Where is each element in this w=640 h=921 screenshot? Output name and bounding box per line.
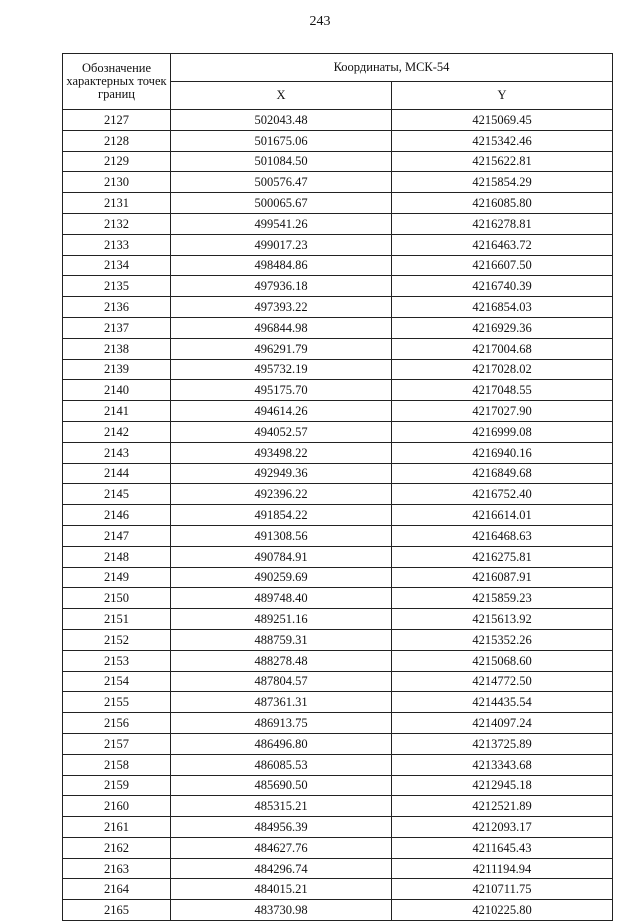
y-coordinate-cell: 4216849.68 [392,463,613,484]
table-row [63,546,613,567]
y-coordinate-cell: 4217027.90 [392,401,613,422]
point-cell: 2154 [63,671,171,692]
point-cell: 2152 [63,629,171,650]
y-coordinate-cell: 4211194.94 [392,858,613,879]
table-row [63,255,613,276]
y-coordinate-cell: 4211645.43 [392,837,613,858]
y-coordinate-cell: 4216854.03 [392,297,613,318]
y-coordinate-cell: 4216278.81 [392,213,613,234]
point-cell: 2131 [63,193,171,214]
x-coordinate-cell: 495175.70 [171,380,392,401]
table-row [63,733,613,754]
point-cell: 2142 [63,421,171,442]
y-coordinate-cell: 4212521.89 [392,796,613,817]
x-coordinate-cell: 489251.16 [171,609,392,630]
y-coordinate-cell: 4217028.02 [392,359,613,380]
coordinates-group-header: Координаты, МСК-54 [171,54,613,82]
x-coordinate-cell: 485690.50 [171,775,392,796]
y-coordinate-cell: 4215622.81 [392,151,613,172]
x-coordinate-cell: 486913.75 [171,713,392,734]
point-cell: 2127 [63,110,171,131]
x-coordinate-cell: 502043.48 [171,110,392,131]
point-cell: 2133 [63,234,171,255]
y-coordinate-cell: 4215342.46 [392,130,613,151]
table-body [63,110,613,921]
point-cell: 2155 [63,692,171,713]
y-coordinate-cell: 4215352.26 [392,629,613,650]
x-coordinate-cell: 495732.19 [171,359,392,380]
x-coordinate-cell: 486085.53 [171,754,392,775]
y-coordinate-cell: 4212093.17 [392,817,613,838]
table-row [63,193,613,214]
table-row [63,359,613,380]
y-coordinate-cell: 4214435.54 [392,692,613,713]
table-row [63,442,613,463]
table-row [63,401,613,422]
y-coordinate-cell: 4216463.72 [392,234,613,255]
y-column-header: Y [392,82,613,110]
x-column-header: X [171,82,392,110]
table-row [63,588,613,609]
table-row [63,338,613,359]
x-coordinate-cell: 484627.76 [171,837,392,858]
point-cell: 2138 [63,338,171,359]
x-coordinate-cell: 487804.57 [171,671,392,692]
y-coordinate-cell: 4212945.18 [392,775,613,796]
y-coordinate-cell: 4213343.68 [392,754,613,775]
y-coordinate-cell: 4210225.80 [392,900,613,921]
x-coordinate-cell: 492949.36 [171,463,392,484]
point-cell: 2160 [63,796,171,817]
x-coordinate-cell: 483730.98 [171,900,392,921]
y-coordinate-cell: 4215859.23 [392,588,613,609]
point-cell: 2162 [63,837,171,858]
y-coordinate-cell: 4216085.80 [392,193,613,214]
y-coordinate-cell: 4216614.01 [392,505,613,526]
point-cell: 2146 [63,505,171,526]
x-coordinate-cell: 492396.22 [171,484,392,505]
y-coordinate-cell: 4216275.81 [392,546,613,567]
table-row [63,754,613,775]
x-coordinate-cell: 501675.06 [171,130,392,151]
table-row [63,380,613,401]
point-cell: 2130 [63,172,171,193]
y-coordinate-cell: 4216752.40 [392,484,613,505]
point-cell: 2165 [63,900,171,921]
point-cell: 2136 [63,297,171,318]
coordinates-table [62,53,613,921]
point-cell: 2139 [63,359,171,380]
point-cell: 2150 [63,588,171,609]
point-cell: 2156 [63,713,171,734]
table-row [63,671,613,692]
x-coordinate-cell: 490259.69 [171,567,392,588]
x-coordinate-cell: 500065.67 [171,193,392,214]
point-cell: 2134 [63,255,171,276]
table-row [63,879,613,900]
x-coordinate-cell: 501084.50 [171,151,392,172]
y-coordinate-cell: 4216087.91 [392,567,613,588]
table-row [63,421,613,442]
table-row [63,775,613,796]
table-header [63,54,613,110]
page-number: 243 [309,14,331,29]
table-row [63,213,613,234]
point-cell: 2147 [63,525,171,546]
x-coordinate-cell: 494614.26 [171,401,392,422]
point-cell: 2135 [63,276,171,297]
table-row [63,463,613,484]
point-cell: 2137 [63,317,171,338]
y-coordinate-cell: 4215613.92 [392,609,613,630]
point-cell: 2140 [63,380,171,401]
table-row [63,796,613,817]
table-row [63,900,613,921]
point-cell: 2148 [63,546,171,567]
x-coordinate-cell: 484956.39 [171,817,392,838]
y-coordinate-cell: 4215069.45 [392,110,613,131]
point-cell: 2145 [63,484,171,505]
y-coordinate-cell: 4214772.50 [392,671,613,692]
point-cell: 2161 [63,817,171,838]
x-coordinate-cell: 497936.18 [171,276,392,297]
table-row [63,317,613,338]
table-row [63,567,613,588]
table-row [63,484,613,505]
table-row [63,110,613,131]
point-cell: 2141 [63,401,171,422]
table-row [63,234,613,255]
x-coordinate-cell: 496291.79 [171,338,392,359]
table-row [63,858,613,879]
x-coordinate-cell: 487361.31 [171,692,392,713]
y-coordinate-cell: 4215068.60 [392,650,613,671]
point-cell: 2144 [63,463,171,484]
table-row [63,650,613,671]
point-cell: 2143 [63,442,171,463]
table-row [63,276,613,297]
table-row [63,629,613,650]
point-cell: 2159 [63,775,171,796]
table-row [63,525,613,546]
x-coordinate-cell: 485315.21 [171,796,392,817]
x-coordinate-cell: 500576.47 [171,172,392,193]
table-row [63,837,613,858]
y-coordinate-cell: 4216468.63 [392,525,613,546]
y-coordinate-cell: 4216607.50 [392,255,613,276]
table-row [63,297,613,318]
point-cell: 2149 [63,567,171,588]
point-cell: 2163 [63,858,171,879]
x-coordinate-cell: 490784.91 [171,546,392,567]
point-cell: 2132 [63,213,171,234]
point-cell: 2153 [63,650,171,671]
y-coordinate-cell: 4215854.29 [392,172,613,193]
table-row [63,713,613,734]
point-cell: 2157 [63,733,171,754]
point-cell: 2158 [63,754,171,775]
x-coordinate-cell: 498484.86 [171,255,392,276]
x-coordinate-cell: 493498.22 [171,442,392,463]
x-coordinate-cell: 491308.56 [171,525,392,546]
x-coordinate-cell: 484296.74 [171,858,392,879]
x-coordinate-cell: 499017.23 [171,234,392,255]
table-row [63,172,613,193]
y-coordinate-cell: 4216999.08 [392,421,613,442]
point-cell: 2164 [63,879,171,900]
x-coordinate-cell: 497393.22 [171,297,392,318]
table-row [63,505,613,526]
x-coordinate-cell: 484015.21 [171,879,392,900]
x-coordinate-cell: 491854.22 [171,505,392,526]
table-row [63,692,613,713]
table-row [63,609,613,630]
x-coordinate-cell: 494052.57 [171,421,392,442]
point-designation-header: Обозначение характерных точек границ [63,54,171,110]
point-cell: 2129 [63,151,171,172]
y-coordinate-cell: 4214097.24 [392,713,613,734]
y-coordinate-cell: 4216929.36 [392,317,613,338]
x-coordinate-cell: 489748.40 [171,588,392,609]
x-coordinate-cell: 486496.80 [171,733,392,754]
table-row [63,151,613,172]
x-coordinate-cell: 499541.26 [171,213,392,234]
y-coordinate-cell: 4217004.68 [392,338,613,359]
x-coordinate-cell: 488278.48 [171,650,392,671]
y-coordinate-cell: 4216740.39 [392,276,613,297]
table-row [63,817,613,838]
y-coordinate-cell: 4216940.16 [392,442,613,463]
y-coordinate-cell: 4210711.75 [392,879,613,900]
point-cell: 2151 [63,609,171,630]
point-cell: 2128 [63,130,171,151]
y-coordinate-cell: 4213725.89 [392,733,613,754]
x-coordinate-cell: 496844.98 [171,317,392,338]
table-row [63,130,613,151]
x-coordinate-cell: 488759.31 [171,629,392,650]
y-coordinate-cell: 4217048.55 [392,380,613,401]
